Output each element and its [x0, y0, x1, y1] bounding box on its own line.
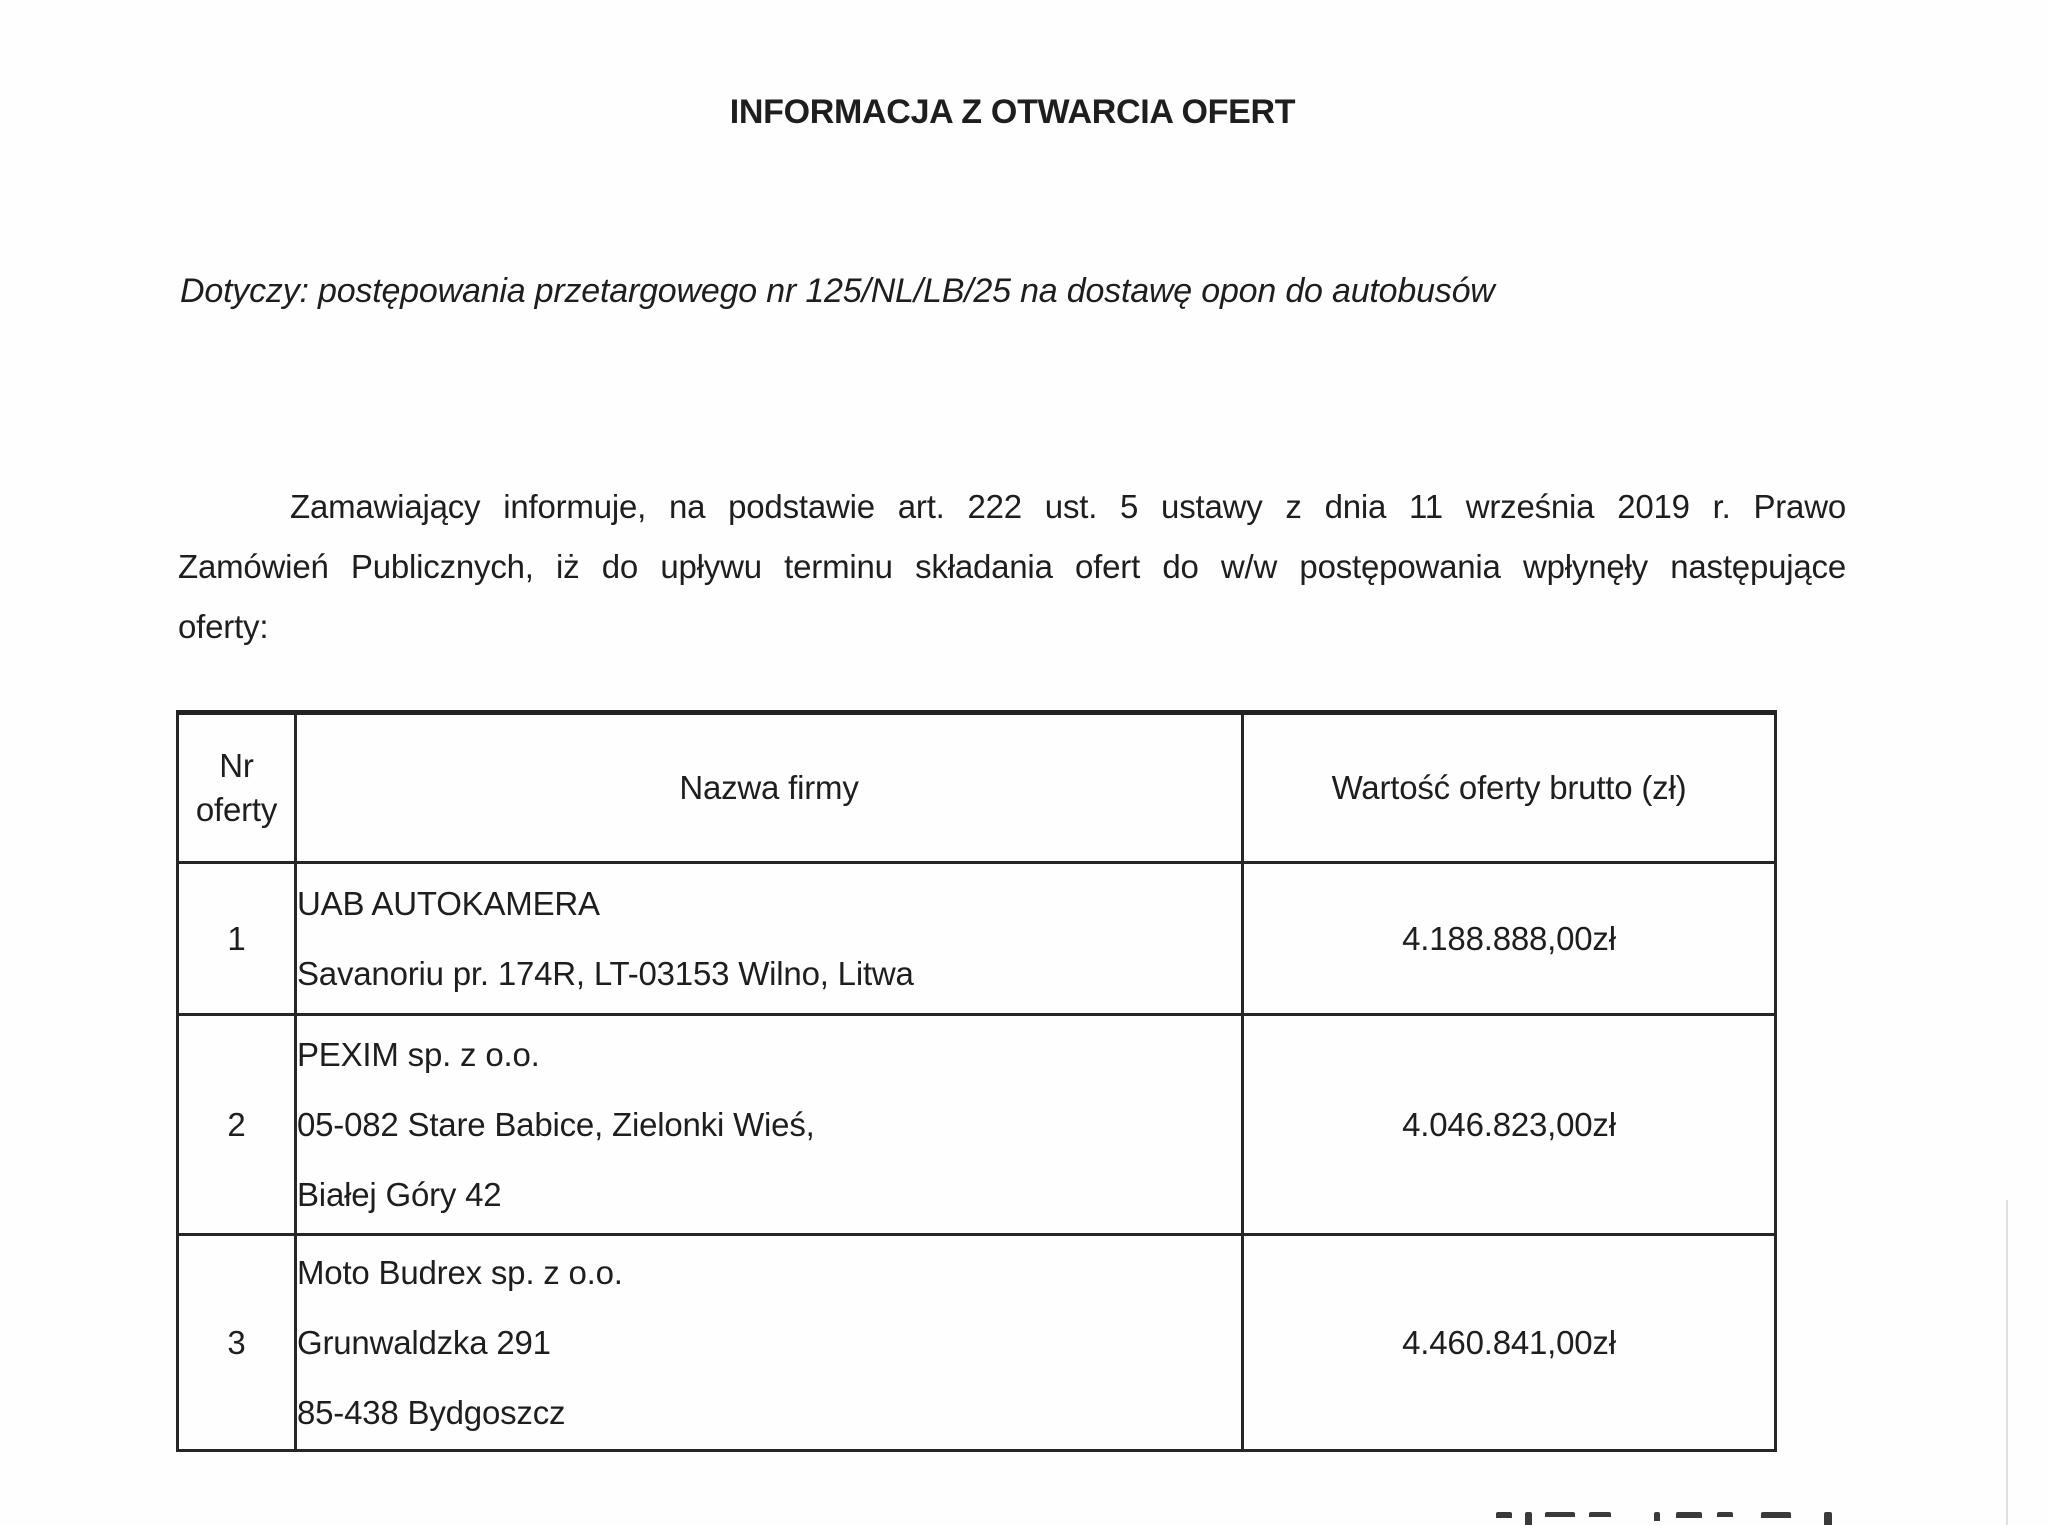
company-address: Białej Góry 42: [297, 1175, 502, 1213]
company-address: Grunwaldzka 291: [297, 1323, 551, 1361]
body-paragraph: [178, 477, 1846, 657]
letter-top-mark: [1589, 1512, 1611, 1517]
offer-number: 3: [178, 1235, 296, 1451]
offer-value: 4.046.823,00zł: [1243, 1015, 1776, 1235]
offer-number: 2: [178, 1015, 296, 1235]
company-cell: [296, 863, 1243, 1015]
table-row: [178, 1235, 1776, 1451]
offer-value: 4.460.841,00zł: [1243, 1235, 1776, 1451]
offer-number: 1: [178, 863, 296, 1015]
company-address: Savanoriu pr. 174R, LT-03153 Wilno, Litwa: [297, 954, 914, 992]
table-row: [178, 1015, 1776, 1235]
table-row: [178, 863, 1776, 1015]
company-cell: [296, 1235, 1243, 1451]
header-wartosc-brutto: Wartość oferty brutto (zł): [1243, 713, 1776, 863]
letter-top-mark: [1761, 1512, 1791, 1518]
letter-top-mark: [1824, 1512, 1832, 1525]
letter-top-mark: [1717, 1512, 1733, 1517]
table-header-row: [178, 713, 1776, 863]
company-address: 85-438 Bydgoszcz: [297, 1393, 566, 1431]
cutoff-text-fragment: [1496, 1512, 1836, 1525]
subject-line: Dotyczy: postępowania przetargowego nr 125/NL/LB/25 na dostawę opon do autobusów: [180, 272, 1495, 310]
body-line: Zamawiający informuje, na podstawie art. 222 ust. 5 ustawy z dnia 11 września 2019 r. Prawo: [290, 488, 1846, 525]
company-name: Moto Budrex sp. z o.o.: [297, 1253, 623, 1291]
letter-top-mark: [1545, 1512, 1575, 1517]
letter-top-mark: [1654, 1512, 1660, 1521]
offer-value: 4.188.888,00zł: [1243, 863, 1776, 1015]
company-address: 05-082 Stare Babice, Zielonki Wieś,: [297, 1105, 815, 1143]
document-title: INFORMACJA Z OTWARCIA OFERT: [729, 93, 1296, 131]
company-name: PEXIM sp. z o.o.: [297, 1035, 540, 1073]
body-line: oferty:: [178, 608, 269, 645]
letter-top-mark: [1525, 1512, 1532, 1525]
letter-top-mark: [1676, 1512, 1702, 1518]
company-name: UAB AUTOKAMERA: [297, 884, 600, 922]
header-nr-oferty: Nr oferty: [178, 713, 296, 863]
company-cell: [296, 1015, 1243, 1235]
body-line: Zamówień Publicznych, iż do upływu terminu składania ofert do w/w postępowania wpłynęły następujące: [178, 548, 1846, 585]
scan-edge-artifact: [2006, 1200, 2008, 1525]
header-nazwa-firmy: Nazwa firmy: [296, 713, 1243, 863]
letter-top-mark: [1496, 1512, 1512, 1518]
offers-table: [176, 710, 1777, 1452]
